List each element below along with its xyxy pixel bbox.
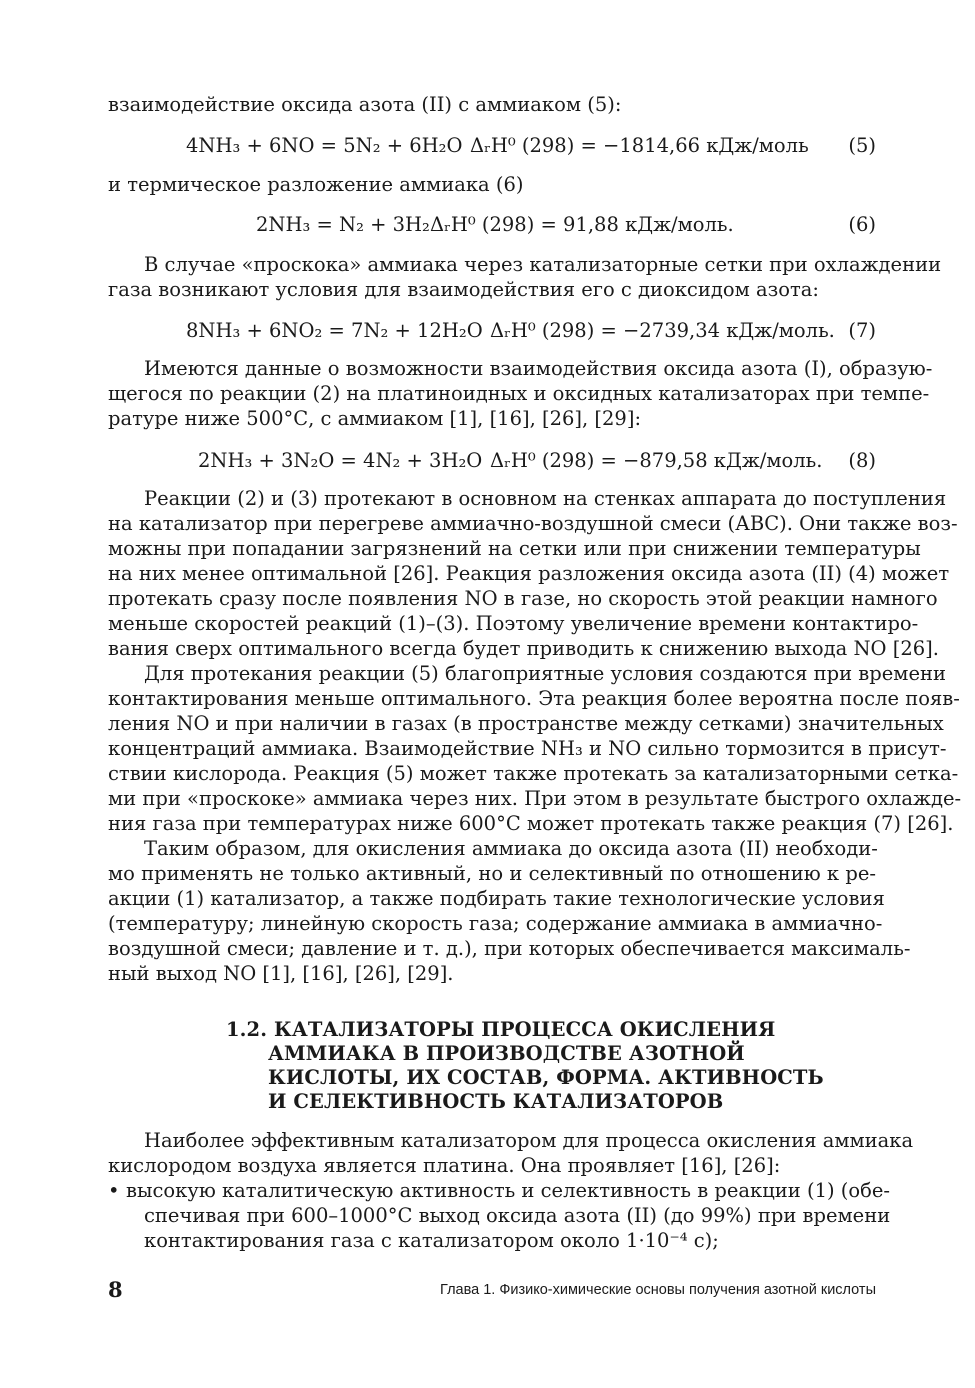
text-line: на них менее оптимальной [26]. Реакция разложения оксида азота (II) (4) может: [108, 562, 950, 585]
equation-number: (6): [848, 213, 876, 236]
text-line: (температуру; линейную скорость газа; содержание аммиака в аммиачно-: [108, 912, 883, 935]
equation-number: (7): [848, 319, 876, 342]
text-line: меньше скоростей реакций (1)–(3). Поэтому увеличение времени контактиро-: [108, 612, 919, 635]
text-line: акции (1) катализатор, а также подбирать такие технологические условия: [108, 887, 885, 910]
equation-formula: 2NH₃ = N₂ + 3H₂: [256, 213, 430, 236]
section-heading-line: АММИАКА В ПРОИЗВОДСТВЕ АЗОТНОЙ: [268, 1042, 745, 1065]
text-line: на катализатор при перегреве аммиачно-воздушной смеси (АВС). Они также воз-: [108, 512, 958, 535]
equation-number: (8): [848, 449, 876, 472]
equation-formula: 4NH₃ + 6NO = 5N₂ + 6H₂O: [186, 134, 463, 157]
bullet-icon: •: [108, 1179, 120, 1202]
section-heading-line: И СЕЛЕКТИВНОСТЬ КАТАЛИЗАТОРОВ: [268, 1090, 724, 1113]
text-line: концентраций аммиака. Взаимодействие NH₃ и NO сильно тормозится в присут-: [108, 737, 947, 760]
text-line: и термическое разложение аммиака (6): [108, 173, 524, 196]
equation-enthalpy: ΔᵣH⁰ (298) = −1814,66 кДж/моль: [470, 134, 809, 157]
list-item-line: контактирования газа с катализатором около 1·10⁻⁴ с);: [144, 1229, 719, 1252]
list-item-line: спечивая при 600–1000°С выход оксида азота (II) (до 99%) при времени: [144, 1204, 891, 1227]
text-line: вания сверх оптимального всегда будет приводить к снижению выхода NO [26].: [108, 637, 939, 660]
text-line: газа возникают условия для взаимодействия его с диоксидом азота:: [108, 278, 819, 301]
text-line: ми при «проскоке» аммиака через них. При этом в результате быстрого охлажде-: [108, 787, 962, 810]
equation-number: (5): [848, 134, 876, 157]
text-line: ствии кислорода. Реакция (5) может также протекать за катализаторными сетка-: [108, 762, 959, 785]
equation-formula: 2NH₃ + 3N₂O = 4N₂ + 3H₂O: [198, 449, 483, 472]
text-line: протекать сразу после появления NO в газе, но скорость этой реакции намного: [108, 587, 938, 610]
text-line: ратуре ниже 500°С, с аммиаком [1], [16], [26], [29]:: [108, 407, 642, 430]
text-line: Реакции (2) и (3) протекают в основном на стенках аппарата до поступления: [144, 487, 947, 510]
text-line: кислородом воздуха является платина. Она проявляет [16], [26]:: [108, 1154, 781, 1177]
text-line: ления NO и при наличии в газах (в пространстве между сетками) значительных: [108, 712, 944, 735]
list-item-line: высокую каталитическую активность и селективность в реакции (1) (обе-: [126, 1179, 890, 1202]
text-line: ния газа при температурах ниже 600°С может протекать также реакция (7) [26].: [108, 812, 954, 835]
section-heading-line: 1.2. КАТАЛИЗАТОРЫ ПРОЦЕССА ОКИСЛЕНИЯ: [226, 1018, 776, 1041]
text-line: Имеются данные о возможности взаимодействия оксида азота (I), образую-: [144, 357, 933, 380]
text-line: контактирования меньше оптимального. Эта реакция более вероятна после появ-: [108, 687, 960, 710]
text-line: взаимодействие оксида азота (II) с аммиаком (5):: [108, 93, 622, 116]
equation-enthalpy: ΔᵣH⁰ (298) = −879,58 кДж/моль.: [490, 449, 823, 472]
text-line: мо применять не только активный, но и селективный по отношению к ре-: [108, 862, 876, 885]
text-line: воздушной смеси; давление и т. д.), при которых обеспечивается максималь-: [108, 937, 911, 960]
text-line: Наиболее эффективным катализатором для процесса окисления аммиака: [144, 1129, 914, 1152]
running-title: Глава 1. Физико-химические основы получения азотной кислоты: [440, 1282, 876, 1298]
text-line: Для протекания реакции (5) благоприятные условия создаются при времени: [144, 662, 947, 685]
section-heading-line: КИСЛОТЫ, ИХ СОСТАВ, ФОРМА. АКТИВНОСТЬ: [268, 1066, 824, 1089]
text-line: щегося по реакции (2) на платиноидных и оксидных катализаторах при темпе-: [108, 382, 930, 405]
equation-enthalpy: ΔᵣH⁰ (298) = 91,88 кДж/моль.: [430, 213, 734, 236]
page-number: 8: [108, 1277, 123, 1302]
text-line: можны при попадании загрязнений на сетки или при снижении температуры: [108, 537, 921, 560]
equation-enthalpy: ΔᵣH⁰ (298) = −2739,34 кДж/моль.: [490, 319, 835, 342]
equation-formula: 8NH₃ + 6NO₂ = 7N₂ + 12H₂O: [186, 319, 483, 342]
text-line: Таким образом, для окисления аммиака до оксида азота (II) необходи-: [144, 837, 878, 860]
text-line: ный выход NO [1], [16], [26], [29].: [108, 962, 454, 985]
text-line: В случае «проскока» аммиака через катализаторные сетки при охлаждении: [144, 253, 942, 276]
